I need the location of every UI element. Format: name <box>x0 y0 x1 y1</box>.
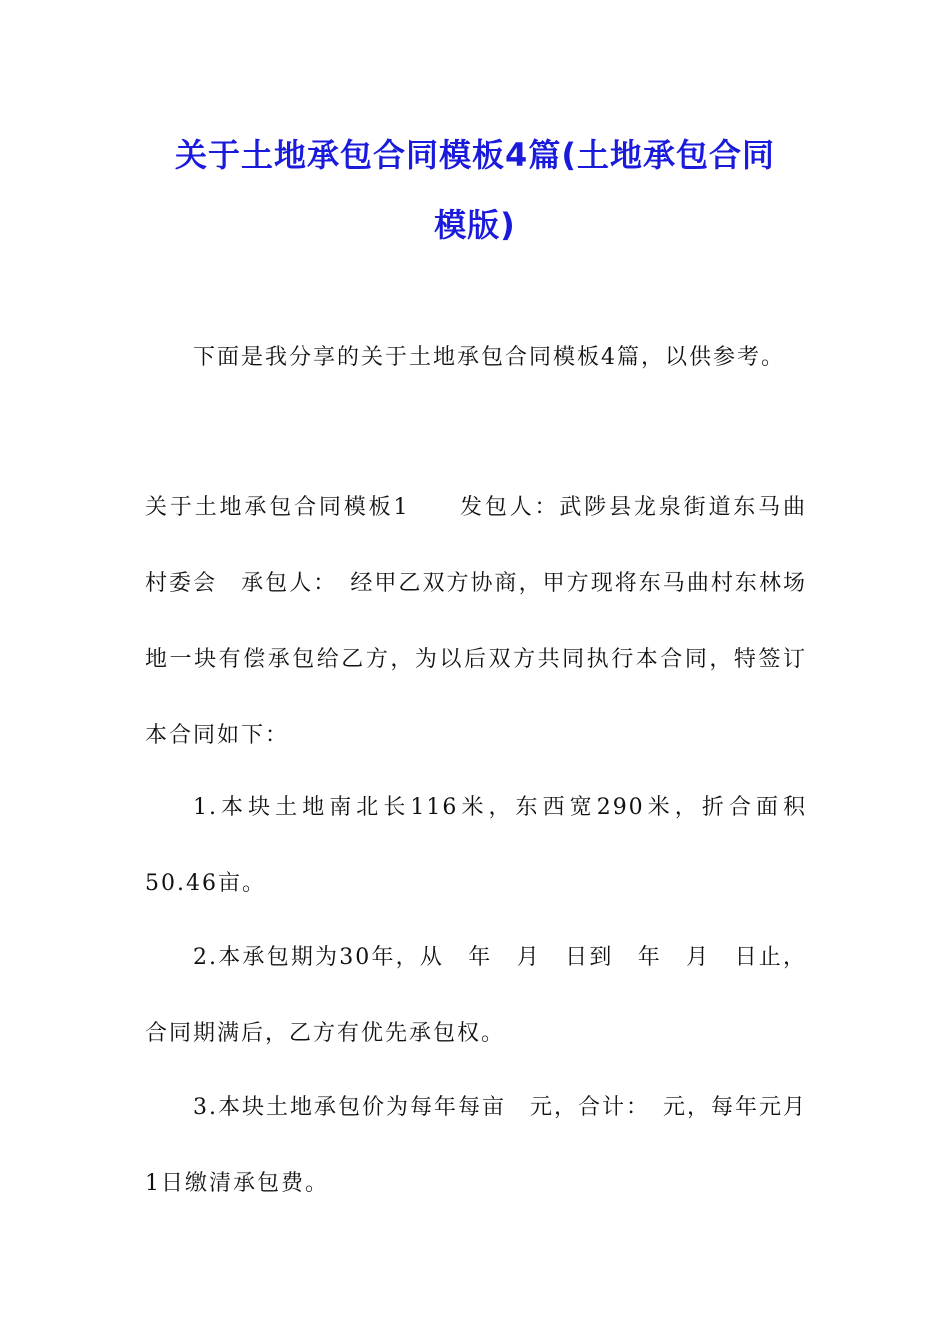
clause-paragraph: 2.本承包期为30年，从 年 月 日到 年 月 日止，合同期满后，乙方有优先承包权。 <box>145 945 807 1046</box>
document-title <box>145 120 805 260</box>
title-line-2: 模版) <box>434 206 516 244</box>
clause-paragraph: 1.本块土地南北长116米，东西宽290米，折合面积50.46亩。 <box>145 795 807 896</box>
clause-paragraph: 3.本块土地承包价为每年每亩 元，合计： 元，每年元月1日缴清承包费。 <box>145 1095 807 1196</box>
title-line-1: 关于土地承包合同模板4篇(土地承包合同 <box>175 136 775 174</box>
contract-intro-paragraph: 关于土地承包合同模板1 发包人：武陟县龙泉街道东马曲村委会 承包人： 经甲乙双方协商，甲方现将东马曲村东林场地一块有偿承包给乙方，为以后双方共同执行本合同，特签订本合同如下： <box>145 495 807 748</box>
intro-paragraph: 下面是我分享的关于土地承包合同模板4篇，以供参考。 <box>193 345 785 370</box>
